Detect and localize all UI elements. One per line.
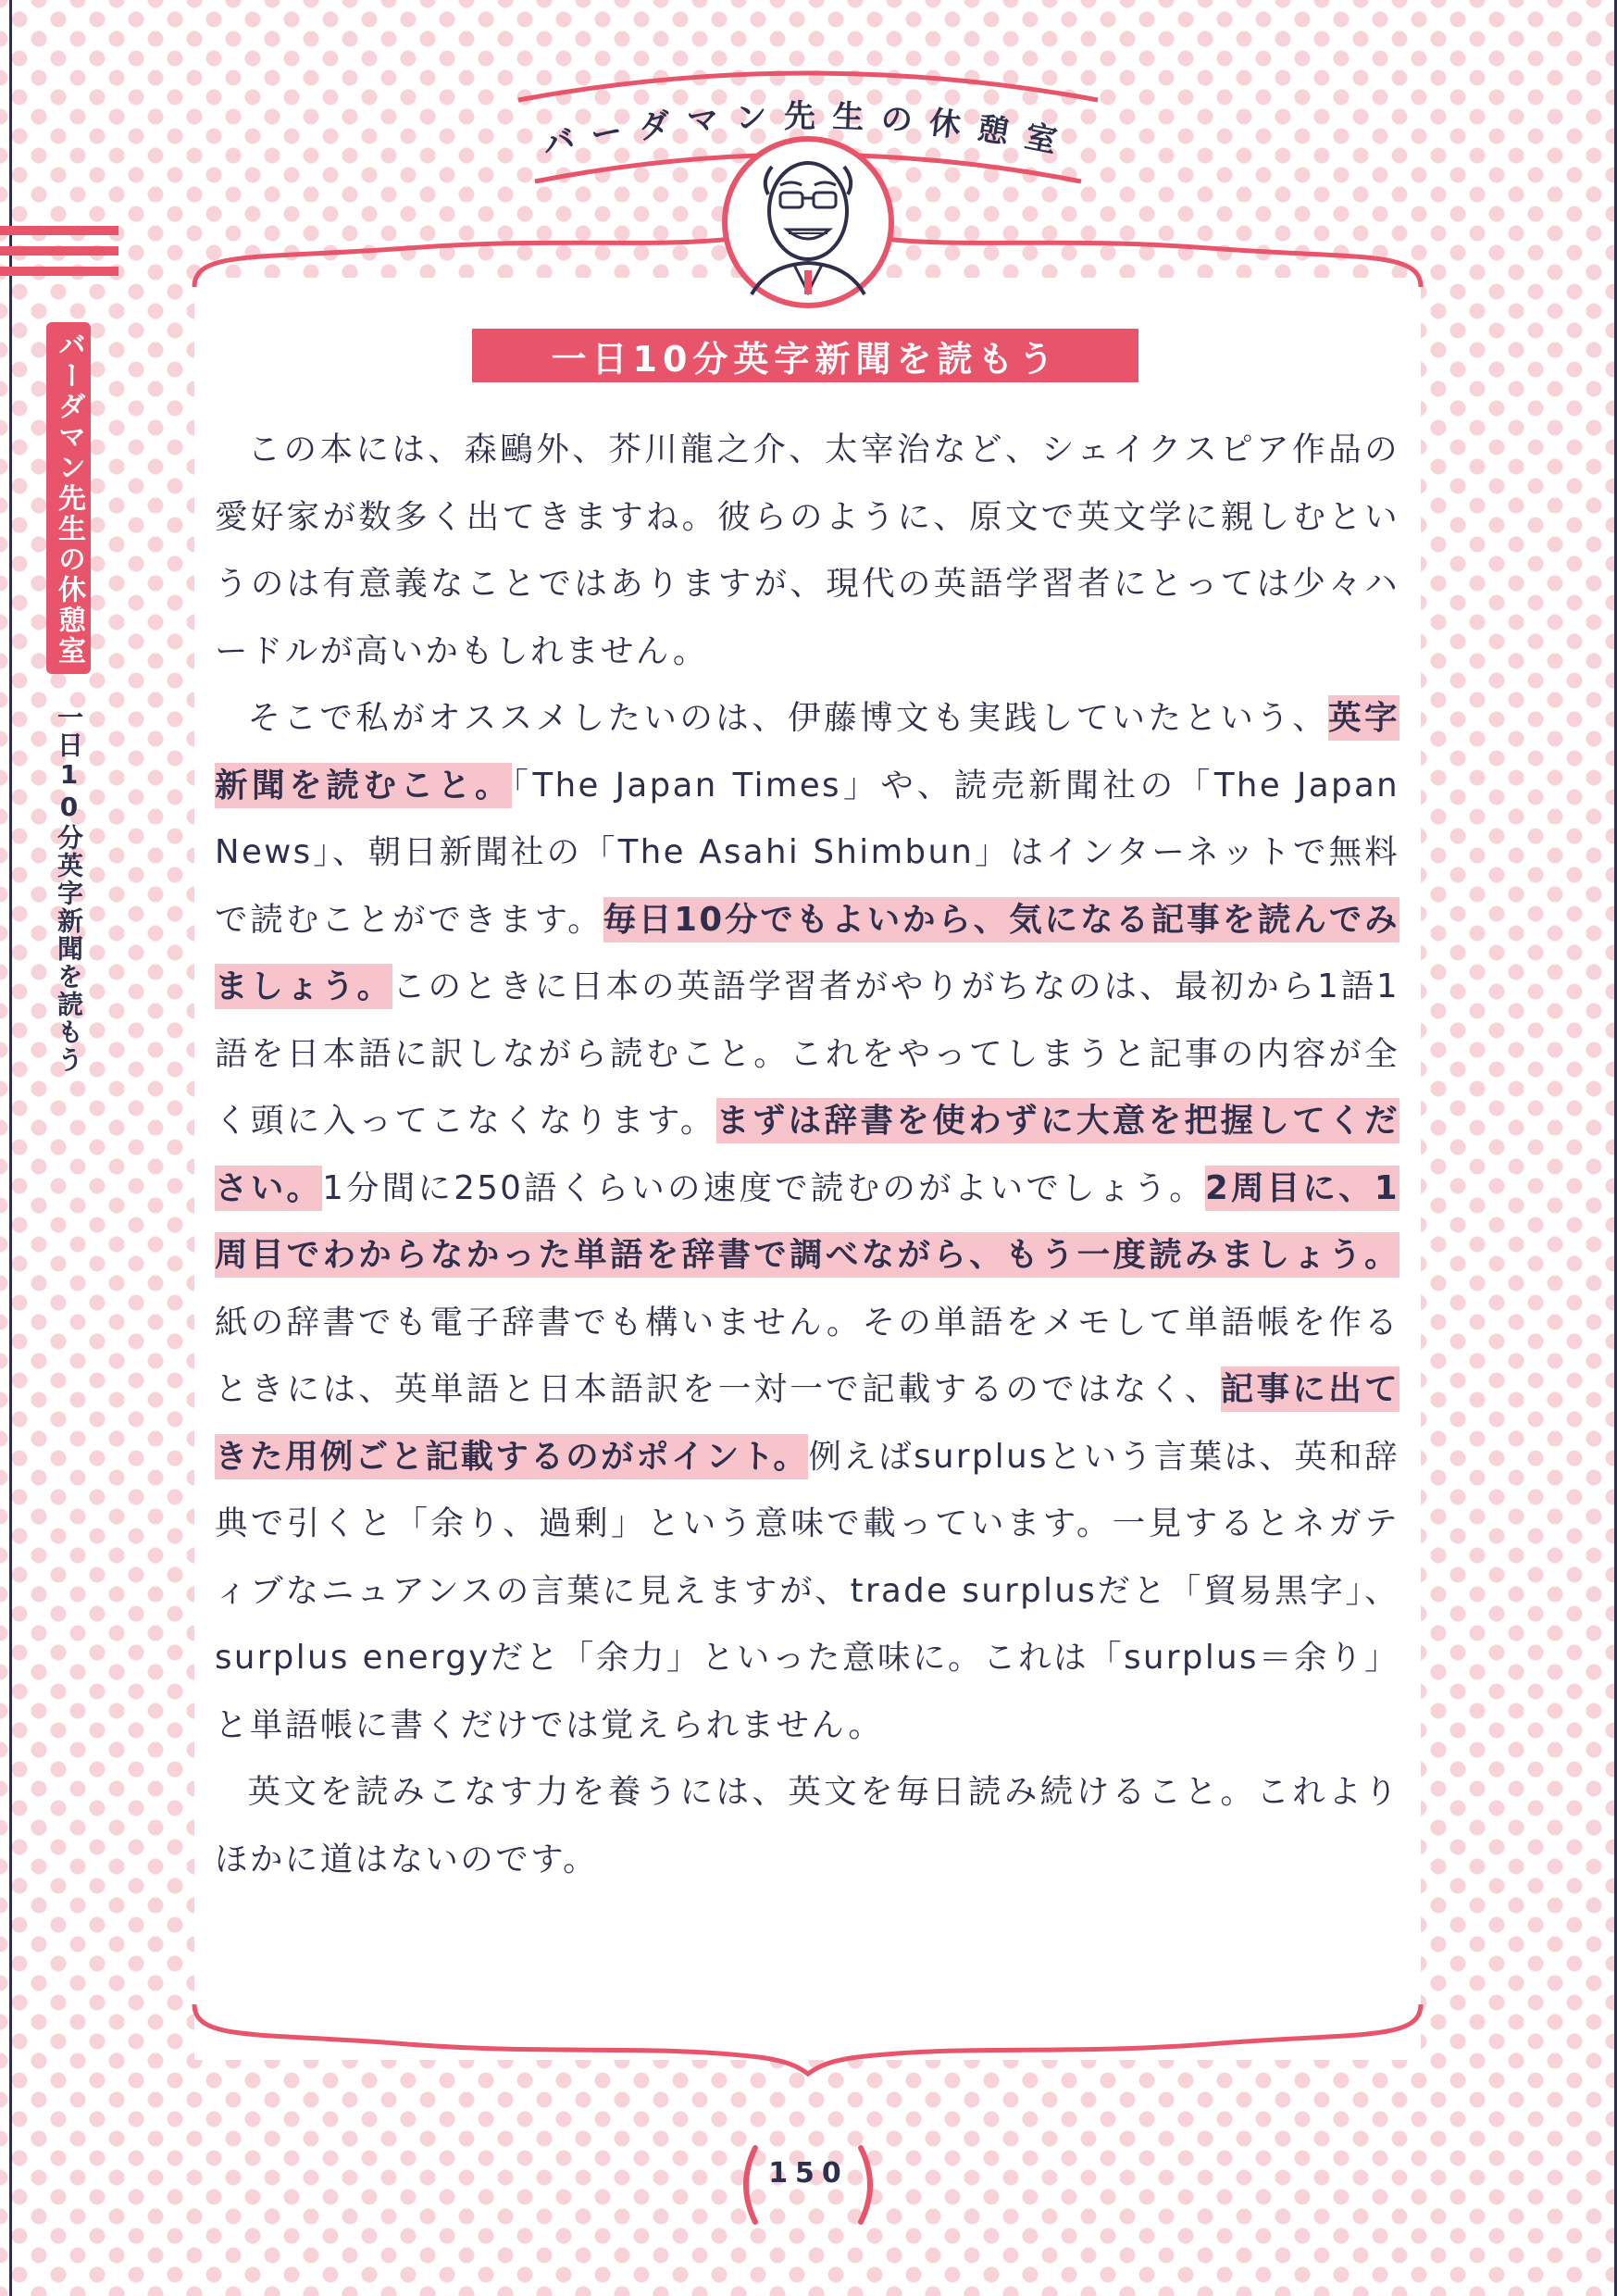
paragraph-2 [215, 685, 1399, 1759]
highlight-text: 英字新聞を読むこと。 [215, 695, 1399, 808]
panel-bottom-frame [194, 2004, 1421, 2074]
side-tab-label: バーダマン先生の休憩室 [53, 330, 85, 667]
section-title: 一日10分英字新聞を読もう [551, 338, 1060, 380]
header-arc-title: バーダマン先生の休憩室 [540, 98, 1076, 164]
article-body [215, 417, 1399, 1893]
text-run: このときに日本の英語学習者がやりがちなのは、最初から1語1語を日本語に訳しながら読むこと。これをやってしまうと記事の内容が全く頭に入ってこなくなります。 [215, 967, 1399, 1140]
text-run: 1分間に250語くらいの速度で読むのがよいでしょう。 [322, 1168, 1206, 1207]
highlight-text: まずは辞書を使わずに大意を把握してください。 [215, 1098, 1399, 1211]
highlight-text: 記事に出てきた用例ごと記載するのがポイント。 [215, 1366, 1399, 1479]
text-run: そこで私がオススメしたいのは、伊藤博文も実践していたという、 [247, 699, 1329, 737]
teacher-portrait [725, 139, 891, 306]
highlight-text: 毎日10分でもよいから、気になる記事を読んでみましょう。 [215, 897, 1399, 1010]
text-run: 例えばsurplusという言葉は、英和辞典で引くと「余り、過剰」という意味で載っています。一見するとネガティブなニュアンスの言葉に見えますが、trade surplusだと「貿易黒字」、surplus energyだと「余力」といった意味に。これは「surplus＝余り」と単語帳に書くだけでは覚えられません。 [215, 1437, 1400, 1744]
edge-stripes [0, 226, 118, 276]
side-chapter-title [44, 704, 93, 1074]
paragraph-1: この本には、森鷗外、芥川龍之介、太宰治など、シェイクスピア作品の愛好家が数多く出てきますね。彼らのように、原文で英文学に親しむというのは有意義なことではありますが、現代の英語学習者にとっては少々ハードルが高いかもしれません。 [215, 430, 1399, 670]
side-tab [46, 322, 91, 674]
highlight-text: 2周目に、1周目でわからなかった単語を辞書で調べながら、もう一度読みましょう。 [215, 1166, 1399, 1279]
header-arc-upper [518, 73, 1098, 100]
text-run: 紙の辞書でも電子辞書でも構いません。その単語をメモして単語帳を作るときには、英単語と日本語訳を一対一で記載するのではなく、 [215, 1303, 1399, 1408]
paragraph-3: 英文を読みこなす力を養うには、英文を毎日読み続けること。これよりほかに道はないのです。 [215, 1773, 1399, 1878]
text-run: 「The Japan Times」や、読売新聞社の「The Japan News」、朝日新聞社の「The Asahi Shimbun」はインターネットで無料で読むことができます。 [215, 766, 1400, 939]
page-number: 150 [768, 2157, 849, 2190]
side-chapter-title-text: 一日10分英字新聞を読もう [54, 704, 84, 1074]
section-title-band [472, 329, 1138, 382]
